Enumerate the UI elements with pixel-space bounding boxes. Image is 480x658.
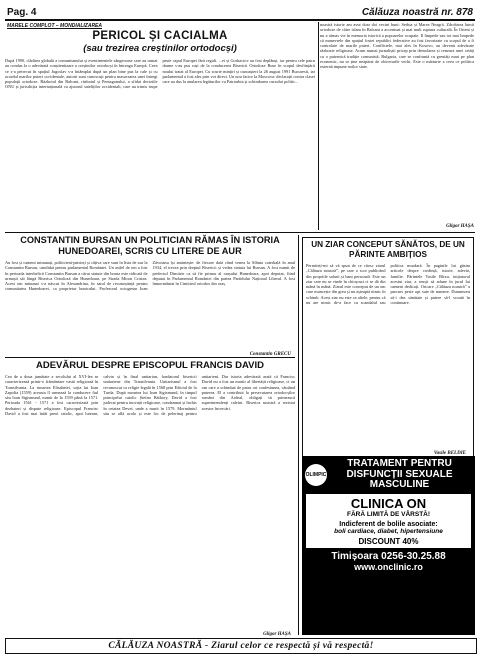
ad-conditions: boli cardiace, diabet, hipertensiune — [334, 527, 443, 535]
article-pericol — [5, 22, 315, 248]
section-rule — [5, 232, 475, 233]
ad-tagline: FĂRĂ LIMITĂ DE VÂRSTĂ! — [346, 510, 431, 518]
column-divider — [318, 22, 319, 230]
ad-city: Timișoara — [331, 550, 379, 562]
article-title: PERICOL ȘI CACIALMA — [92, 30, 228, 42]
clinic-brand: OLIMPIC — [305, 471, 327, 478]
page-header — [5, 4, 475, 21]
article-title: ADEVĂRUL DESPRE EPISCOPUL FRANCIS DAVID — [35, 360, 265, 371]
clinic-logo-icon — [305, 464, 327, 486]
clinic-name: CLINICA ON — [350, 495, 427, 511]
article-signature: Constantin GRECU — [249, 352, 291, 357]
paper-issue: Călăuza noastră nr. 878 — [361, 7, 473, 18]
ad-phone[interactable]: 0256-30.25.88 — [381, 550, 446, 562]
article-ziar — [302, 237, 474, 459]
ad-intro: Indicferent de bolile asociate: — [339, 520, 438, 528]
page-footer — [5, 638, 477, 654]
article-bursan — [5, 235, 295, 357]
ad-discount: DISCOUNT 40% — [358, 536, 419, 546]
article-kicker: MARELE COMPLOT – MONDIALIZAREA — [7, 23, 102, 29]
article-body-column3: noastră istorie am avut doar doi vecini buni: Serbia și Marea Neagră. Zdrobirea lumii ortodoxe de către islam în Balcani a accentuat și mai mult ruptura culturală. În Orient și nu a rămas vie în memoria istorică a popoarelor ocupate. Il limpede sau tot mai limpede că manevrele din spațiul fostei republici federative au fost favorizate cu scopul de a fi controlate de marile puteri. Conflictele, mai ales în Kosovo, au devenit adevărate războaie religioase. Acum numai jurnaliștii pricep prin demolarea și cenzura unei cetăți cu o puternică tradiție comunistă. Bulgaria, care se confruntă cu greutăți mari pe plan economic, nu se ține neapărat de obiceiurile vechi. Este o mărturie a ceea ce politica externă impune noilor state. — [320, 22, 474, 69]
article-body: Permiteți-mi să vă spun de ce citesc ziarul „Călăuza noastră”, pe care o scot publicând din propriile salarii și bani personali. Este un ziar care nu se vinde în chioșcuri ci se dă din mână în mână. Ziarul este conceput de un om care muncește din greu și nu așteaptă nimic în schimb. Acest ziar nu este ca altele, pentru că nu are nimic de-a face cu scandalul sau politica murdară. În paginile lui găsim articole despre credință, istorie, adevăr, familie. Părintele Vasile Bîrzu, inițiatorul acestui ziar, a reușit să adune în jurul lui oameni dedicați. Oricare „Călăuza noastră” a parcurs peste opt sute de numere. Dumnezeu să-i dea sănătate și putere să-l scoată în continuare. — [306, 263, 470, 305]
article-body: Cea de a doua jumătate a secolului al XVI-lea se caracterizează printr-o frământare vastă religioasă în Transilvania. La moartea Elisabetei, soția lui Ioan Zapolia (1559) aceasta îl urmează la conducere fiul său Ioan Sigismund, numit de la 1559 până la 1571. Perioada 1561 - 1571 a fost caracterizată prin dezbateri și dispute religioase. Episcopul Francisc David a fost mai întâi preot catolic, apoi luteran, calvin și în final unitarian, fondatorul bisericii unitariene din Transilvania. Unitarismul a fost recunoscut ca religie legală în 1568 prin Edictul de la Turda. După moartea lui Ioan Sigismund, în timpul principelui catolic Ștefan Báthory, David a fost judecat pentru inovații religioase, condamnat și închis în cetatea Devei, unde a murit în 1579. Mormântul său se află acolo și este loc de pelerinaj pentru unitarieni. Dar istoria adevărată arată că Francisc David nu a fost un martir al libertății religioase, ci un om care a schimbat de patru ori confesiunea, căutând puterea. El a contribuit la persecutarea ortodocșilor români din Ardeal, obligați să primească superintendenți calvini. Biserica noastră a rezistat acestor încercări. — [5, 374, 295, 416]
page-number: Pag. 4 — [7, 7, 37, 18]
article-title: UN ZIAR CONCEPUT SĂNĂTOS, DE UN PĂRINTE AMBIȚIOS — [311, 240, 465, 259]
article-body: Au fost și cameni minunați, politicieni-patrioți și câțiva care sunt în lista de aur la Constantin Bursan, candidat pentru parlamentul României. Un astfel de om a fost în perioada interbelică Constantin Bursan a cărui statuie din bronz este ridicată de urmașii săi lângă Biserica Ortodoxă din Hunedoara, pe Strada Miron Cristea. Acest om minunat s-a născut în Alexandrina, în satul de recunoștință pentru comunitatea Hunedoarei, ca proprietar bunicului. Profesorul octogenar Ioan Zăvoianu își amintește: de fiecare dată când venea la Sfânta catedrală în anul 1934, el trecea prin dreptul Bisericii și vedea statuia lui Bursan. A fost numit de prefectul Dimitrie ca să fie primar al orașului Hunedoara, apoi deputat, fiind deputat în Parlamentul României din partea Partidului Național Liberal. A fost înmormântat în Cimitirul ortodox din oraș. — [5, 260, 295, 292]
clinic-advertisement[interactable] — [302, 456, 475, 635]
article-signature: Gligor HAȘA — [263, 632, 291, 637]
ad-headline: TRATAMENT PENTRU DISFUNCȚII SEXUALE MASCULINE — [346, 458, 453, 490]
article-subtitle: (sau trezirea creștinilor ortodocși) — [83, 43, 237, 54]
footer-motto: CĂLĂUZA NOASTRĂ - Ziarul celor ce respectă și vă respectă! — [108, 641, 374, 651]
article-signature: Gligor HAȘA — [446, 224, 474, 229]
article-signature: Vasile BELDIE — [433, 451, 466, 456]
article-title: CONSTANTIN BURSAN UN POLITICIAN RĂMAS ÎN ISTORIA HUNEDOAREI, SCRIS CU LITERE DE AUR — [20, 235, 280, 256]
ad-website-link[interactable]: www.onclinic.ro — [354, 561, 423, 572]
section-rule — [5, 357, 295, 358]
article-body: După 1990, clădirea globală a comunismului și eventimentele sângeroase care au urmat au condus la o adevărată conștientizare a creștinilor ortodocși în întreaga Europă. Ceea ce s-a petrecut în spațiul Jugoslav s-a întâmplat după un plan bine pus la cale și cu acordul marilor puteri occidentale, autorii sunt cunoscuți pentru masacrarea unei întregi populații ortodoxe. Războiul din Balcani, războiul și Pentagonului, a sfidat deciziile ONU și jurisdicția internațională cu ajutorul sateliților occidentali, care au trimis trupe peste capul Europei fără reguli. ...ei și Gorbaciov au fost deplânși, iar pentru cele patru drame s-au pus ruși de la conducerea Bisericii Ortodoxe Ruse în scopul desființării noului tratat al Europei. Cu scurte mințiri și cunoașteri la 26 august 1991 Bucuresti, iar parlamentul a fost ales prin vot direct. Un nou factor la Moscova: declarații contra clasei care au dus la anularea legăturilor cu Patriarhia și schimbarea cursului politic... — [5, 58, 315, 90]
column-divider — [298, 235, 299, 635]
article-francis-david — [5, 360, 295, 637]
